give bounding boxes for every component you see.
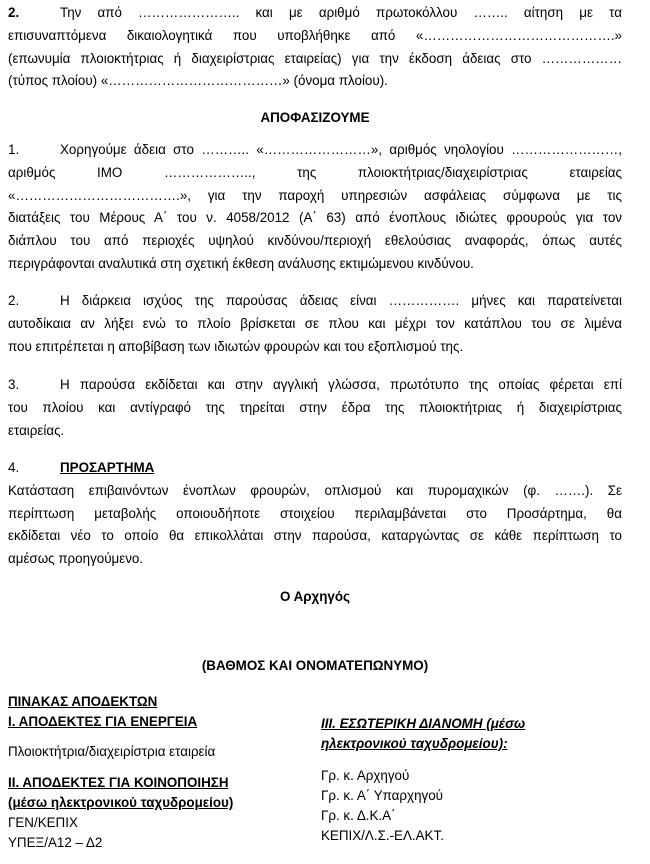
signature-title: Ο Αρχηγός	[279, 589, 351, 604]
info-recipients-heading-line-1: ΙΙ. ΑΠΟΔΕΚΤΕΣ ΓΙΑ ΚΟΙΝΟΠΟΙΗΣΗ	[8, 775, 229, 790]
action-recipients-heading: Ι. ΑΠΟΔΕΚΤΕΣ ΓΙΑ ΕΝΕΡΓΕΙΑ	[8, 714, 198, 729]
item-1-line-3: «……………………………….», για την παροχή υπηρεσιών ασφάλειας σύμφωνα με τις	[8, 187, 622, 203]
decision-item-2	[8, 290, 622, 358]
item-1-line-1: Χορηγούμε άδεια στο ……….. «……………………», αριθμός νηολογίου ……………………,	[60, 142, 622, 157]
item-3-number: 3.	[8, 377, 20, 392]
internal-recipient-3: Γρ. κ. Δ.Κ.Α΄	[321, 808, 396, 823]
item-4-line-1: Κατάσταση επιβαινόντων ένοπλων φρουρών, οπλισμού και πυρομαχικών (φ. …….). Σε	[8, 482, 622, 498]
internal-recipient-2: Γρ. κ. Α΄ Υπαρχηγού	[321, 788, 443, 803]
signature-rank-name: (ΒΑΘΜΟΣ ΚΑΙ ΟΝΟΜΑΤΕΠΩΝΥΜΟ)	[201, 658, 429, 673]
decision-item-4	[8, 457, 622, 571]
item-1-line-6: περιγράφονται αναλυτικά στη σχετική έκθεση ανάλυσης εκτιμώμενου κινδύνου.	[8, 255, 474, 271]
info-recipient-2: ΥΠΕΞ/Α12 – Δ2	[8, 835, 103, 850]
item-1-line-4: διατάξεις του Μέρους Α΄ του ν. 4058/2012 (Α΄ 63) από ένοπλους ιδιώτες φρουρούς για τον	[8, 210, 622, 226]
paragraph-2-line-2: επισυναπτόμενα δικαιολογητικά που υποβλήθηκε από «…………………………………….»	[8, 27, 622, 43]
item-1-line-2: αριθμός ΙΜΟ ……………….., της πλοιοκτήτριας/διαχειρίστριας εταιρείας	[8, 164, 622, 180]
recipients-left-column	[8, 692, 233, 853]
paragraph-2-number: 2.	[8, 5, 20, 20]
item-2-line-2: αυτοδίκαια αν λήξει ενώ το πλοίο βρίσκεται σε πλου και μέχρι τον κατάπλου του σε λιμένα	[8, 315, 622, 331]
item-4-line-4: αμέσως προηγούμενο.	[8, 551, 144, 567]
action-recipient-1: Πλοιοκτήτρια/διαχειρίστρια εταιρεία	[8, 744, 216, 759]
decision-heading: ΑΠΟΦΑΣΙΖΟΥΜΕ	[260, 110, 370, 125]
paragraph-2-line-3: (επωνυμία πλοιοκτήτριας ή διαχειρίστριας εταιρείας) για την έκδοση άδειας στο ………………	[8, 50, 622, 66]
item-2-number: 2.	[8, 293, 20, 308]
internal-recipient-1: Γρ. κ. Αρχηγού	[321, 768, 410, 783]
internal-distribution-heading-line-2: ηλεκτρονικού ταχυδρομείου):	[321, 736, 508, 751]
internal-distribution-heading-line-1: ΙΙΙ. ΕΣΩΤΕΡΙΚΗ ΔΙΑΝΟΜΗ (μέσω	[321, 716, 526, 731]
paragraph-2-line-4: (τύπος πλοίου) «…………………………………» (όνομα πλοίου).	[8, 73, 388, 89]
item-1-line-5: διάπλου του από περιοχές υψηλού κινδύνου/περιοχή εθελούσιας αναφοράς, όπως αυτές	[8, 233, 622, 249]
item-3-line-2: του πλοίου και αντίγραφό της τηρείται στην έδρα της πλοιοκτήτριας ή διαχειρίστριας	[8, 399, 622, 415]
internal-recipient-4: ΚΕΠΙΧ/Λ.Σ.-ΕΛ.ΑΚΤ.	[321, 828, 444, 843]
item-2-line-3: που επιτρέπεται η αποβίβαση των ιδιωτών φρουρών και του εξοπλισμού της.	[8, 338, 464, 354]
item-3-line-1: Η παρούσα εκδίδεται και στην αγγλική γλώσσα, πρωτότυπο της οποίας φέρεται επί	[60, 377, 622, 392]
info-recipient-1: ΓΕΝ/ΚΕΠΙΧ	[8, 815, 78, 830]
paragraph-2-line-1: Την από ………………….. και με αριθμό πρωτοκόλλου …….. αίτηση με τα	[60, 5, 622, 20]
decision-item-1	[8, 139, 622, 276]
info-recipients-heading-line-2: (μέσω ηλεκτρονικού ταχυδρομείου)	[8, 795, 234, 810]
item-4-line-2: περίπτωση μεταβολής οποιουδήποτε στοιχείου περιλαμβάνεται στο Προσάρτημα, θα	[8, 505, 622, 521]
item-4-line-3: εκδίδεται νέο το οποίο θα επικολλάται στην παρούσα, καταργώντας σε κάθε περίπτωση το	[8, 528, 622, 544]
item-4-title: ΠΡΟΣΑΡΤΗΜΑ	[60, 460, 155, 475]
decision-item-3	[8, 374, 622, 442]
item-4-number: 4.	[8, 460, 20, 475]
item-3-line-3: εταιρείας.	[8, 422, 65, 438]
item-1-number: 1.	[8, 142, 20, 157]
item-2-line-1: Η διάρκεια ισχύος της παρούσας άδειας είναι ……………. μήνες και παρατείνεται	[60, 293, 622, 308]
recipients-right-column	[321, 714, 525, 846]
recipients-title: ΠΙΝΑΚΑΣ ΑΠΟΔΕΚΤΩΝ	[8, 694, 158, 709]
paragraph-2	[8, 2, 622, 93]
